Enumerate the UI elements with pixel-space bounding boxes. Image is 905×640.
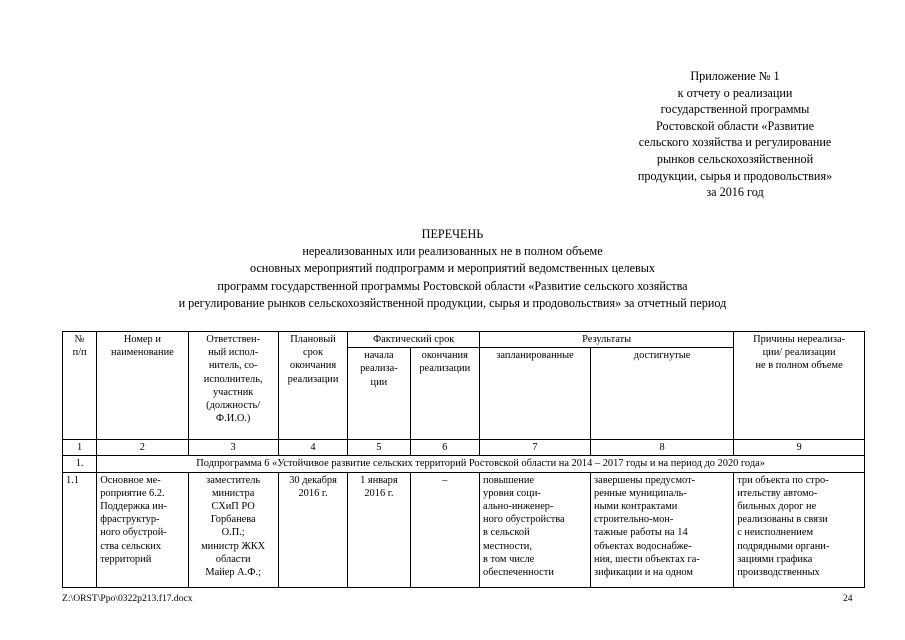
row-planned-end: 30 декабря 2016 г. [278,472,348,587]
section-title: Подпрограмма 6 «Устойчивое развитие сельских территорий Ростовской области на 2014 – 2017 годы и на период до 2020 года» [97,456,865,472]
appendix-line: продукции, сырья и продовольствия» [637,168,833,183]
header-actual-start: начала реализа- ции [348,348,410,440]
section-num: 1. [63,456,97,472]
header-responsible: Ответствен- ный испол- нитель, со- исполнитель, участник (должность/ Ф.И.О.) [188,332,278,440]
row-responsible: заместитель министра СХиП РО Горбанева О.П.; министр ЖКХ области Майер А.Ф.; [188,472,278,587]
row-reasons: три объекта по стро- ительству автомо- бильных дорог не реализованы в связи с неисполнением подрядными органи- зациями графика производственных [734,472,865,587]
row-actual-start: 1 января 2016 г. [348,472,410,587]
column-numbers-row [63,440,865,456]
column-number: 4 [278,440,348,456]
appendix-line: государственной программы [660,102,810,117]
measures-table [62,331,865,588]
column-number: 6 [410,440,480,456]
header-results-achieved: достигнутые [591,348,734,440]
heading-line: нереализованных или реализованных не в полном объеме [302,244,603,259]
header-reasons: Причины нереализа- ции/ реализации не в полном объеме [734,332,865,440]
column-number: 3 [188,440,278,456]
heading-line: и регулирование рынков сельскохозяйственной продукции, сырья и продовольствия» за отчетный период [178,295,727,310]
header-results-planned: запланированные [480,348,591,440]
header-actual-end: окончания реализации [410,348,480,440]
heading-line: программ государственной программы Ростовской области «Развитие сельского хозяйства [217,278,688,293]
table-row [63,472,865,587]
column-number: 9 [734,440,865,456]
appendix-line: сельского хозяйства и регулирование [638,135,832,150]
appendix-line: Приложение № 1 [690,69,780,83]
appendix-line: к отчету о реализации [677,85,793,100]
column-number: 7 [480,440,591,456]
column-number: 2 [97,440,188,456]
header-results: Результаты [480,332,734,348]
row-actual-end: – [410,472,480,587]
header-num: № п/п [63,332,97,440]
header-planned-end: Плановый срок окончания реализации [278,332,348,440]
row-name: Основное ме- роприятие 6.2. Поддержка ин- фраструктур- ного обустрой- ства сельских территорий [97,472,188,587]
appendix-line: Ростовской области «Развитие [655,118,814,133]
section-row [63,456,865,472]
appendix-line: за 2016 год [706,185,764,200]
appendix-block [600,68,870,201]
heading-line: основных мероприятий подпрограмм и мероприятий ведомственных целевых [249,261,656,276]
document-title: ПЕРЕЧЕНЬ [421,227,484,241]
column-number: 5 [348,440,410,456]
header-row [63,332,865,348]
header-name: Номер и наименование [97,332,188,440]
appendix-line: рынков сельскохозяйственной [656,151,814,166]
document-heading [40,226,865,312]
column-number: 8 [591,440,734,456]
column-number: 1 [63,440,97,456]
header-actual-term: Фактический срок [348,332,480,348]
footer-file-path: Z:\ORST\Ppo\0322p213.f17.docx [62,593,193,604]
row-num: 1.1 [63,472,97,587]
row-results-planned: повышение уровня соци- ально-инженер- ного обустройства в сельской местности, в том числе обеспеченности [480,472,591,587]
page-number: 24 [843,593,853,604]
row-results-achieved: завершены предусмот- ренные муниципаль- ными контрактами строительно-мон- тажные работы на 14 объектах водоснабже- ния, шести объектах га- зификации и на одном [591,472,734,587]
